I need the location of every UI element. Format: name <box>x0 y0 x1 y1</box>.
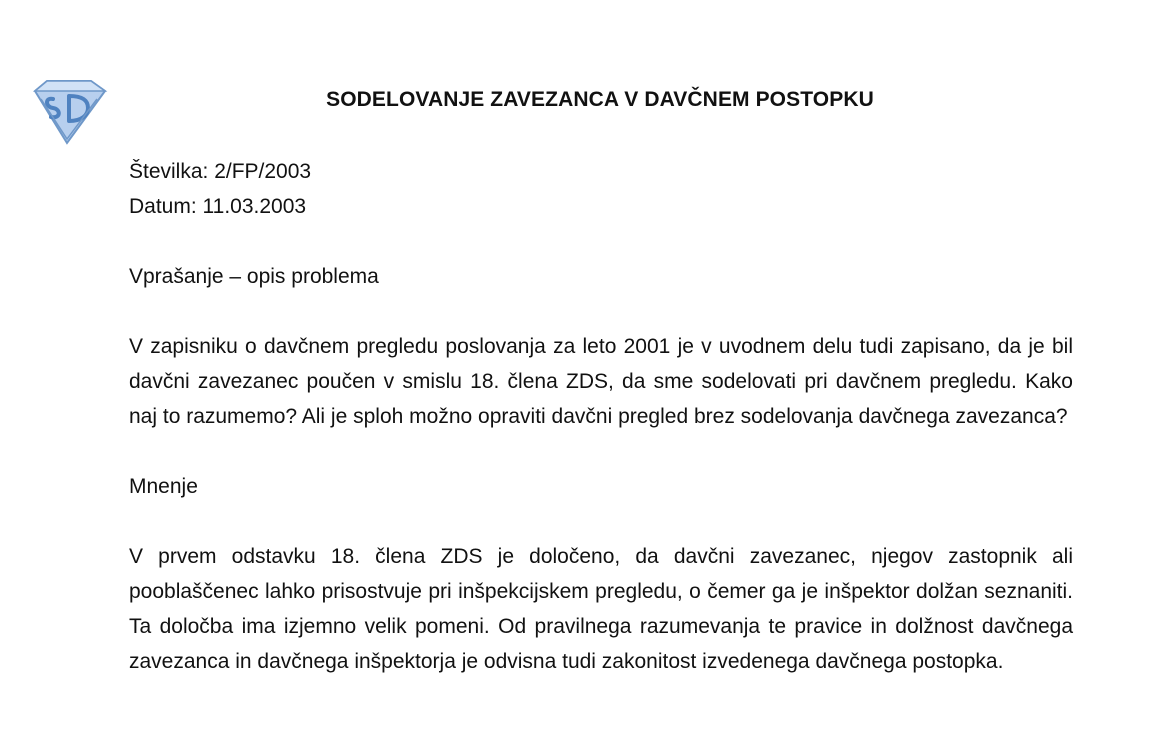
document-date: Datum: 11.03.2003 <box>129 195 307 218</box>
opinion-heading: Mnenje <box>129 475 198 498</box>
question-heading: Vprašanje – opis problema <box>129 265 379 288</box>
question-paragraph: V zapisniku o davčnem pregledu poslovanja za leto 2001 je v uvodnem delu tudi zapisano, da je bil davčni zavezanec poučen v smislu 18. člena ZDS, da sme sodelovati pri davčnem pregledu. Kako naj to razumemo? Ali je sploh možno opraviti davčni pregled brez sodelovanja davčnega zavezanca? <box>129 335 1073 428</box>
document-title: SODELOVANJE ZAVEZANCA V DAVČNEM POSTOPKU <box>326 88 874 111</box>
opinion-paragraph: V prvem odstavku 18. člena ZDS je določeno, da davčni zavezanec, njegov zastopnik ali pooblaščenec lahko prisostvuje pri inšpekcijskem pregledu, o čemer ga je inšpektor dolžan seznaniti. Ta določba ima izjemno velik pomeni. Od pravilnega razumevanja te pravice in dolžnost davčnega zavezanca in davčnega inšpektorja je odvisna tudi zakonitost izvedenega davčnega postopka. <box>129 545 1073 673</box>
document-number: Številka: 2/FP/2003 <box>129 160 312 183</box>
document-body <box>129 154 1073 679</box>
